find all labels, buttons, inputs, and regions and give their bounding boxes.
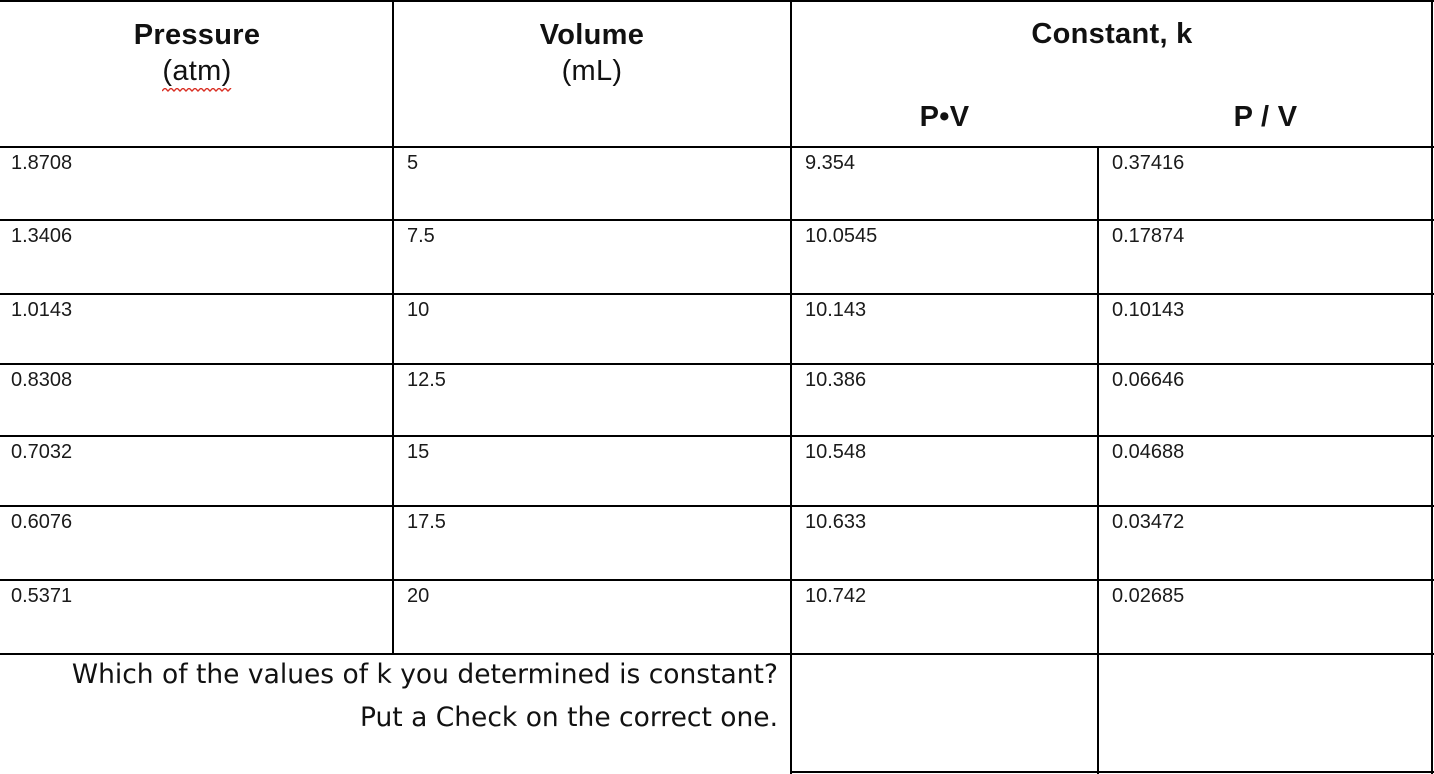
pv-cell: 10.742 — [805, 585, 867, 607]
volume-header-unit: (mL) — [561, 55, 623, 87]
row-divider — [0, 219, 1434, 221]
p-over-v-cell: 0.10143 — [1112, 299, 1185, 321]
pv-check-cell[interactable] — [792, 655, 1097, 771]
question-line-1: Which of the values of k you determined is constant? — [71, 659, 778, 690]
pressure-cell: 0.6076 — [11, 511, 73, 533]
pressure-cell: 1.3406 — [11, 225, 73, 247]
pv-cell: 10.548 — [805, 441, 867, 463]
pressure-cell: 0.7032 — [11, 441, 73, 463]
table-border-bottom — [790, 771, 1434, 773]
pressure-cell: 1.0143 — [11, 299, 73, 321]
volume-cell: 20 — [407, 585, 430, 607]
p-over-v-cell: 0.04688 — [1112, 441, 1185, 463]
pressure-header-unit: (atm) — [162, 55, 232, 87]
row-divider — [0, 435, 1434, 437]
p-over-v-check-cell[interactable] — [1099, 655, 1431, 771]
volume-cell: 7.5 — [407, 225, 435, 247]
constant-header: Constant, k — [1031, 18, 1193, 50]
volume-header-label: Volume — [539, 19, 645, 51]
pv-cell: 9.354 — [805, 152, 856, 174]
pressure-cell: 0.8308 — [11, 369, 73, 391]
table-border-top — [0, 0, 1434, 2]
volume-cell: 10 — [407, 299, 430, 321]
pv-cell: 10.0545 — [805, 225, 878, 247]
volume-cell: 17.5 — [407, 511, 446, 533]
pressure-cell: 1.8708 — [11, 152, 73, 174]
volume-cell: 12.5 — [407, 369, 446, 391]
spellcheck-underline — [162, 88, 232, 94]
p-over-v-cell: 0.02685 — [1112, 585, 1185, 607]
row-divider — [0, 363, 1434, 365]
pressure-header-label: Pressure — [133, 19, 261, 51]
volume-cell: 15 — [407, 441, 430, 463]
pressure-header — [0, 17, 394, 89]
row-divider — [0, 146, 1434, 148]
p-over-v-cell: 0.03472 — [1112, 511, 1185, 533]
row-divider — [0, 505, 1434, 507]
volume-cell: 5 — [407, 152, 419, 174]
pressure-cell: 0.5371 — [11, 585, 73, 607]
pv-cell: 10.633 — [805, 511, 867, 533]
p-over-v-cell: 0.06646 — [1112, 369, 1185, 391]
p-over-v-cell: 0.37416 — [1112, 152, 1185, 174]
column-divider — [392, 0, 394, 655]
pv-header: P•V — [919, 101, 970, 133]
volume-header — [392, 17, 792, 89]
p-over-v-cell: 0.17874 — [1112, 225, 1185, 247]
pv-cell: 10.386 — [805, 369, 867, 391]
row-divider — [0, 293, 1434, 295]
pv-cell: 10.143 — [805, 299, 867, 321]
question-line-2: Put a Check on the correct one. — [359, 702, 778, 733]
row-divider — [0, 579, 1434, 581]
p-over-v-header: P / V — [1233, 101, 1298, 133]
